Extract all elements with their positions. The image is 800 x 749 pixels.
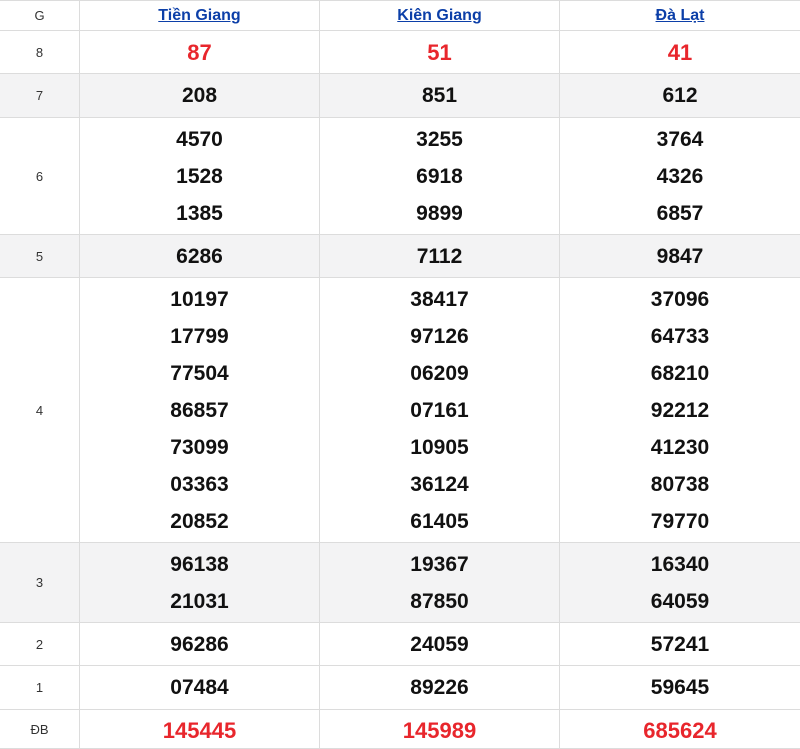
prize-number: 79770 — [650, 509, 710, 533]
prize-numbers-cell — [560, 710, 800, 749]
prize-number: 73099 — [170, 435, 229, 459]
prize-grade-cell — [0, 666, 80, 710]
prize-number: 208 — [181, 84, 218, 107]
prize-row — [0, 543, 800, 623]
prize-numbers-cell — [560, 118, 800, 235]
prize-number: 03363 — [170, 472, 229, 496]
prize-number: 87850 — [410, 589, 469, 613]
prize-number: 38417 — [410, 287, 469, 311]
prize-numbers-cell — [80, 543, 320, 623]
prize-grade-label: 3 — [35, 575, 44, 590]
prize-grade-label: 7 — [35, 88, 44, 103]
prize-numbers-cell — [80, 278, 320, 543]
prize-row — [0, 710, 800, 749]
grade-header — [0, 1, 80, 31]
prize-row — [0, 666, 800, 710]
prize-number: 68210 — [650, 361, 710, 385]
prize-number: 41 — [667, 39, 693, 65]
prize-number: 96138 — [170, 552, 229, 576]
prize-numbers-cell — [560, 278, 800, 543]
prize-number: 51 — [427, 39, 452, 65]
prize-numbers-cell — [560, 31, 800, 74]
prize-number: 4326 — [656, 164, 704, 188]
prize-number: 07484 — [170, 676, 229, 699]
prize-number: 64059 — [650, 589, 710, 613]
prize-number: 19367 — [410, 552, 469, 576]
province-link-tien-giang[interactable]: Tiền Giang — [158, 6, 241, 24]
prize-number: 17799 — [170, 324, 229, 348]
prize-number: 145989 — [402, 718, 477, 743]
prize-number: 36124 — [410, 472, 469, 496]
prize-number: 64733 — [650, 324, 710, 348]
province-header-3 — [560, 1, 800, 31]
prize-rows — [0, 31, 800, 749]
prize-grade-cell — [0, 543, 80, 623]
prize-grade-cell — [0, 278, 80, 543]
prize-number: 57241 — [650, 632, 710, 656]
prize-number: 7112 — [416, 244, 463, 268]
prize-numbers-cell — [320, 710, 560, 749]
prize-number: 6857 — [656, 201, 704, 225]
prize-number: 24059 — [410, 632, 469, 656]
prize-number: 1385 — [176, 201, 223, 225]
prize-number: 6918 — [416, 164, 463, 188]
prize-grade-cell — [0, 31, 80, 74]
province-header-1 — [80, 1, 320, 31]
prize-grade-label: 2 — [35, 636, 44, 652]
lottery-results-table — [0, 0, 800, 31]
prize-number: 9899 — [416, 201, 463, 225]
prize-number: 145445 — [162, 718, 237, 743]
grade-header-label: G — [34, 8, 45, 23]
prize-row — [0, 118, 800, 235]
prize-grade-label: 1 — [35, 680, 44, 695]
prize-number: 10197 — [170, 287, 229, 311]
prize-row — [0, 278, 800, 543]
prize-number: 16340 — [650, 552, 710, 576]
prize-numbers-cell — [80, 666, 320, 710]
prize-row — [0, 235, 800, 278]
prize-grade-cell — [0, 623, 80, 666]
prize-numbers-cell — [560, 74, 800, 118]
prize-numbers-cell — [560, 543, 800, 623]
prize-number: 10905 — [410, 435, 469, 459]
prize-grade-cell — [0, 118, 80, 235]
prize-number: 06209 — [410, 361, 469, 385]
prize-number: 77504 — [170, 361, 229, 385]
prize-number: 92212 — [650, 398, 710, 422]
prize-number: 9847 — [656, 244, 704, 268]
prize-row — [0, 623, 800, 666]
prize-number: 37096 — [650, 287, 710, 311]
prize-numbers-cell — [80, 235, 320, 278]
prize-numbers-cell — [320, 623, 560, 666]
prize-numbers-cell — [80, 118, 320, 235]
prize-number: 07161 — [410, 398, 469, 422]
prize-grade-cell — [0, 710, 80, 749]
prize-numbers-cell — [320, 31, 560, 74]
prize-number: 59645 — [650, 676, 710, 699]
prize-grade-label: ĐB — [30, 721, 49, 737]
province-header-2 — [320, 1, 560, 31]
prize-grade-label: 5 — [35, 248, 44, 264]
prize-grade-cell — [0, 235, 80, 278]
prize-number: 41230 — [650, 435, 710, 459]
province-link-kien-giang[interactable]: Kiên Giang — [397, 6, 482, 24]
prize-numbers-cell — [80, 74, 320, 118]
prize-number: 96286 — [170, 632, 229, 656]
prize-number: 80738 — [650, 472, 710, 496]
prize-number: 86857 — [170, 398, 229, 422]
prize-number: 851 — [421, 84, 458, 107]
prize-number: 3764 — [656, 127, 704, 151]
prize-numbers-cell — [80, 623, 320, 666]
prize-numbers-cell — [320, 74, 560, 118]
prize-numbers-cell — [320, 543, 560, 623]
province-link-da-lat[interactable]: Đà Lạt — [655, 6, 705, 24]
prize-numbers-cell — [320, 235, 560, 278]
prize-grade-cell — [0, 74, 80, 118]
prize-numbers-cell — [320, 118, 560, 235]
prize-number: 20852 — [170, 509, 229, 533]
prize-number: 3255 — [416, 127, 463, 151]
prize-numbers-cell — [560, 623, 800, 666]
prize-number: 87 — [187, 39, 212, 65]
prize-numbers-cell — [80, 710, 320, 749]
prize-grade-label: 6 — [35, 168, 44, 184]
prize-grade-label: 8 — [35, 44, 44, 60]
prize-number: 61405 — [410, 509, 469, 533]
prize-number: 612 — [662, 84, 698, 107]
prize-number: 21031 — [170, 589, 229, 613]
prize-number: 97126 — [410, 324, 469, 348]
prize-number: 685624 — [643, 718, 717, 743]
prize-numbers-cell — [80, 31, 320, 74]
prize-numbers-cell — [560, 235, 800, 278]
prize-row — [0, 74, 800, 118]
prize-number: 6286 — [176, 244, 223, 268]
prize-number: 89226 — [410, 676, 469, 699]
prize-row — [0, 31, 800, 74]
prize-grade-label: 4 — [35, 402, 44, 418]
prize-numbers-cell — [560, 666, 800, 710]
prize-numbers-cell — [320, 666, 560, 710]
prize-number: 4570 — [176, 127, 223, 151]
prize-number: 1528 — [176, 164, 223, 188]
prize-numbers-cell — [320, 278, 560, 543]
